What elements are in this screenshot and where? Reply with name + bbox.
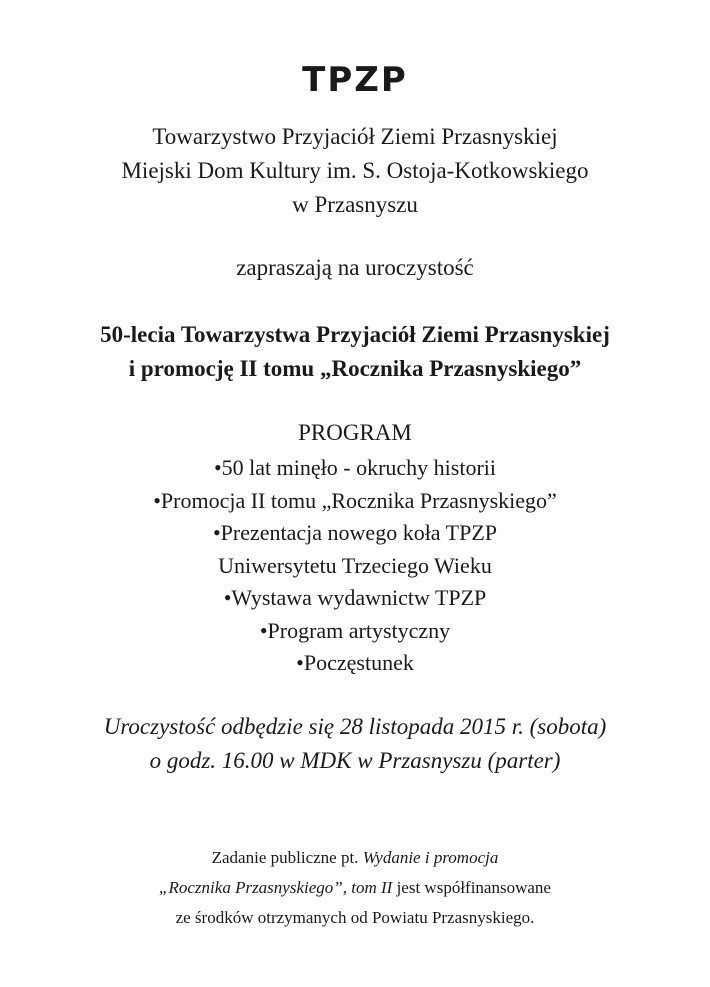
organizer-line: Miejski Dom Kultury im. S. Ostoja-Kotkowskiego: [121, 158, 589, 183]
date-line: Uroczystość odbędzie się 28 listopada 2015 r. (sobota): [103, 714, 607, 739]
funding-line: ze środków otrzymanych od Powiatu Przasnyskiego.: [175, 908, 535, 927]
program-title: PROGRAM: [298, 420, 412, 445]
program-item: •Prezentacja nowego koła TPZP: [212, 520, 498, 545]
bullet-icon: •: [259, 617, 268, 643]
bullet-icon: •: [213, 455, 222, 480]
organizer-line: w Przasnyszu: [292, 192, 418, 217]
program-item-continuation: Uniwersytetu Trzeciego Wieku: [218, 552, 492, 578]
event-title: [0, 318, 710, 386]
program-item: •50 lat minęło - okruchy historii: [213, 455, 497, 480]
funding-line: Zadanie publiczne pt. Wydanie i promocja: [211, 848, 499, 867]
tpzp-logo: TPZP: [302, 60, 408, 100]
date-info: [0, 710, 710, 778]
funding-note: [0, 843, 710, 933]
program-item: •Promocja II tomu „Rocznika Przasnyskiego”: [153, 487, 557, 513]
program-item: •Wystawa wydawnictw TPZP: [223, 585, 487, 610]
bullet-icon: •: [212, 520, 221, 545]
funding-line: „Rocznika Przasnyskiego”, tom II jest współfinansowane: [159, 878, 551, 897]
event-title-line: i promocję II tomu „Rocznika Przasnyskiego”: [128, 356, 582, 381]
program-item: •Program artystyczny: [259, 617, 451, 643]
event-title-line: 50-lecia Towarzystwa Przyjaciół Ziemi Przasnyskiej: [100, 322, 610, 347]
invite-line: zapraszają na uroczystość: [236, 255, 474, 280]
organizers: [0, 120, 710, 222]
program-item: •Poczęstunek: [296, 650, 414, 675]
time-place-line: o godz. 16.00 w MDK w Przasnyszu (parter): [149, 748, 561, 773]
bullet-icon: •: [296, 650, 304, 675]
bullet-icon: •: [223, 585, 232, 610]
program-list: [0, 452, 710, 680]
organizer-line: Towarzystwo Przyjaciół Ziemi Przasnyskiej: [152, 124, 558, 149]
bullet-icon: •: [153, 487, 161, 513]
